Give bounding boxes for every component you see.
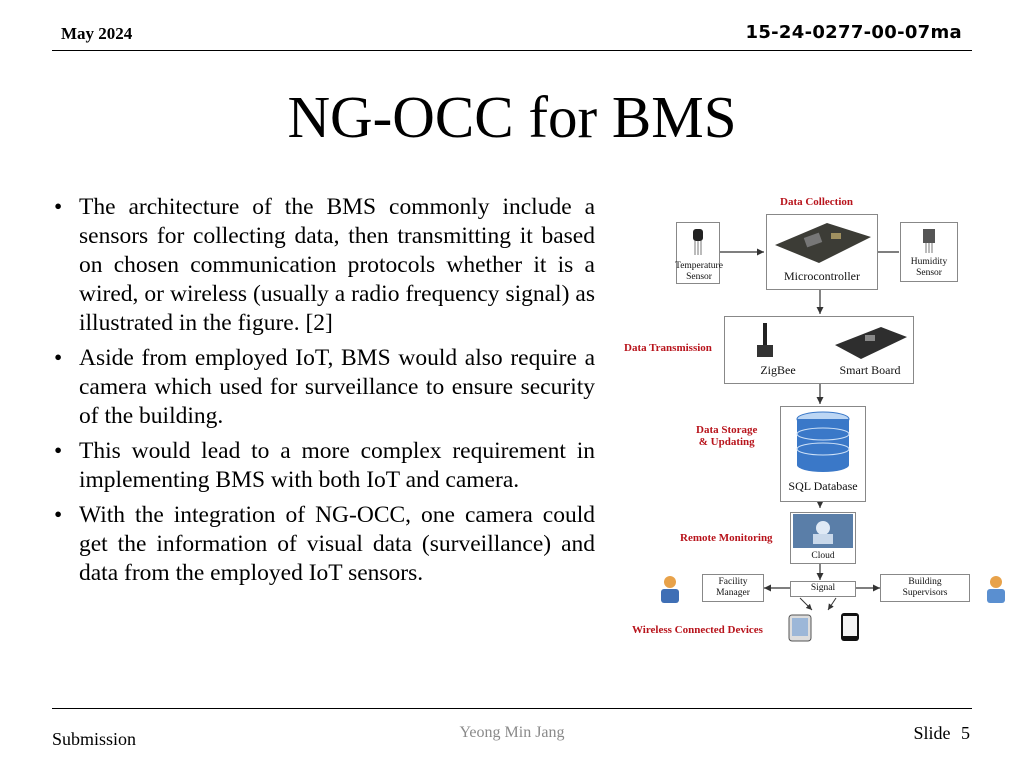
microcontroller-icon (767, 217, 877, 269)
footer-slide-number (907, 723, 970, 744)
database-icon (781, 409, 865, 477)
bullet-dot: • (54, 194, 63, 220)
bullet-text: The architecture of the BMS commonly include a sensors for collecting data, then transmitting it based on chosen communication protocols whether it is a wired, or wireless (usually a radio frequency signal) as illustrated in the figure. [2] (79, 194, 595, 336)
bullet-list (52, 193, 595, 594)
bullet-text: This would lead to a more complex requirement in implementing BMS with both IoT and camera. (79, 438, 595, 493)
bullet-text: With the integration of NG-OCC, one camera could get the information of visual data (surveillance) and data from the employed IoT sensors. (79, 502, 595, 586)
bms-architecture-diagram (622, 190, 1012, 660)
humidity-label-line2: Sensor (916, 268, 942, 278)
facility-label-line1: Facility (718, 577, 748, 587)
smart-board-label: Smart Board (839, 363, 901, 377)
tablet-icon (788, 614, 812, 642)
label-wireless-devices: Wireless Connected Devices (632, 624, 763, 636)
temperature-sensor-box (675, 222, 723, 284)
microcontroller-label: Microcontroller (784, 269, 860, 283)
humidity-label-line1: Humidity (910, 257, 948, 267)
cloud-box (790, 512, 856, 564)
bullet-item (52, 501, 595, 588)
building-supervisors-label (881, 577, 969, 599)
label-data-storage-line2: & Updating (698, 436, 755, 448)
temperature-label (671, 261, 727, 283)
footer-author: Yeong Min Jang (459, 724, 565, 741)
transmission-devices-icon (725, 319, 915, 363)
cloud-label: Cloud (811, 551, 835, 561)
temperature-sensor-icon (677, 225, 719, 257)
header-rule (52, 50, 972, 51)
bullet-item (52, 437, 595, 495)
slide-label: Slide (913, 723, 951, 743)
data-transmission-box (724, 316, 914, 384)
bullet-dot: • (54, 345, 63, 371)
header-doc-id: 15-24-0277-00-07ma (745, 22, 962, 43)
humidity-label (901, 257, 957, 279)
humidity-sensor-icon (901, 225, 957, 255)
bullet-item (52, 193, 595, 338)
slide-number: 5 (961, 723, 970, 743)
signal-box (790, 581, 856, 597)
temperature-label-line2: Sensor (686, 272, 712, 282)
signal-label: Signal (810, 583, 836, 593)
facility-manager-box (702, 574, 764, 602)
sql-database-label: SQL Database (788, 479, 858, 493)
footer-rule (52, 708, 972, 709)
smartphone-icon (840, 612, 860, 642)
temperature-label-line1: Temperature (675, 261, 723, 271)
footer-submission: Submission (52, 729, 137, 749)
label-data-transmission: Data Transmission (624, 342, 712, 354)
facility-label-line2: Manager (716, 588, 750, 598)
supervisor-avatar-icon (984, 574, 1008, 604)
zigbee-label: ZigBee (760, 363, 796, 377)
bullet-dot: • (54, 502, 63, 528)
bullet-item (52, 344, 595, 431)
sql-database-box (780, 406, 866, 502)
label-remote-monitoring: Remote Monitoring (680, 532, 773, 544)
facility-manager-label (703, 577, 763, 599)
cloud-icon (791, 514, 855, 550)
building-label-line2: Supervisors (902, 588, 948, 598)
building-supervisors-box (880, 574, 970, 602)
humidity-sensor-box (900, 222, 958, 282)
label-data-collection: Data Collection (780, 196, 854, 208)
microcontroller-box (766, 214, 878, 290)
slide-title: NG-OCC for BMS (287, 84, 737, 150)
label-data-storage (696, 424, 757, 448)
header-date: May 2024 (61, 24, 133, 43)
label-data-storage-line1: Data Storage (696, 424, 758, 436)
manager-avatar-icon (658, 574, 682, 604)
building-label-line1: Building (908, 577, 942, 587)
bullet-text: Aside from employed IoT, BMS would also require a camera which used for surveillance to ensure security of the building. (79, 345, 595, 429)
bullet-dot: • (54, 438, 63, 464)
